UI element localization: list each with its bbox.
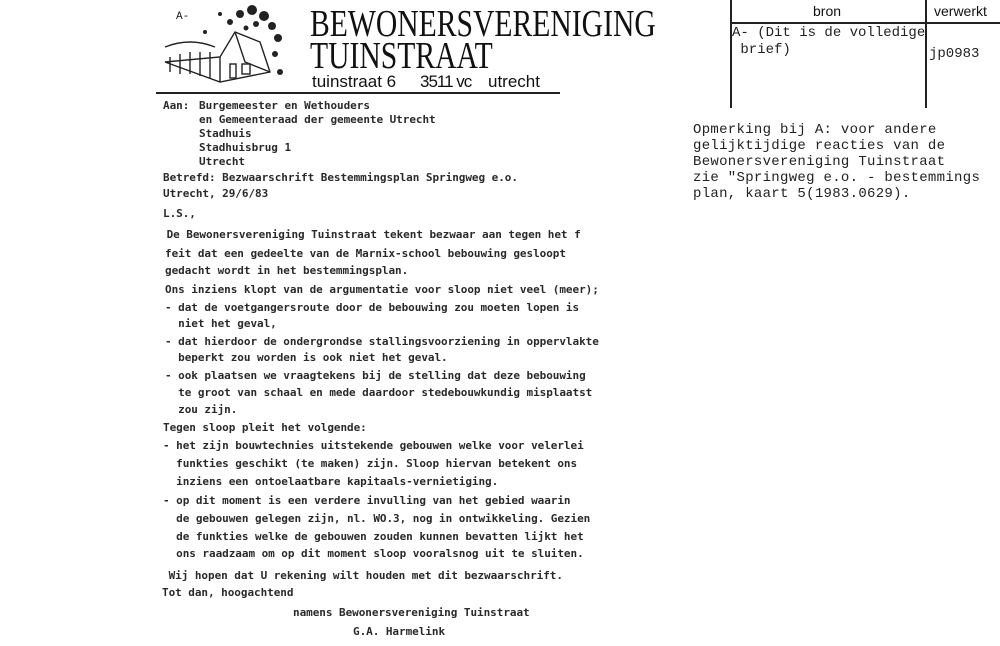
letter-page [150,0,656,646]
body-line: inziens een ontoelaatbare kapitaals-vernietiging. [163,475,499,488]
card-header-rule [730,22,1000,24]
body-line: niet het geval, [165,317,277,330]
processed-cell: jp0983 [929,46,980,62]
body-line: - het zijn bouwtechnies uitstekende gebouwen welke voor velerlei [163,439,584,452]
recipient-line: Stadhuisbrug 1 [199,141,292,154]
signature-on-behalf: namens Bewonersvereniging Tuinstraat [293,606,530,619]
subject-line: Betrefd: Bezwaarschrift Bestemmingsplan Springweg e.o. [163,171,518,184]
body-line: Wij hopen dat U rekening wilt houden met dit bezwaarschrift. [162,569,563,582]
body-line: te groot van schaal en mede daardoor stedebouwkundig misplaatst [165,386,593,399]
body-line: gedacht wordt in het bestemmingsplan. [165,264,409,277]
body-line: Tegen sloop pleit het volgende: [163,421,367,434]
salutation: L.S., [163,207,196,220]
org-street: tuinstraat 6 [312,72,397,91]
remark-line: gelijktijdige reacties van de [693,138,946,154]
letterhead-divider [156,92,560,94]
recipient-line: Burgemeester en Wethouders [199,99,370,112]
org-postcode: 3511 vc [420,72,472,91]
body-line: Tot dan, hoogachtend [162,586,294,599]
recipient-line: Utrecht [199,155,246,168]
column-header-source: bron [813,3,842,19]
org-name-line2: TUINSTRAAT [310,35,493,77]
recipient-line: Stadhuis [199,127,252,140]
letter-date: Utrecht, 29/6/83 [163,187,269,200]
letterhead-marker: A- [176,11,190,23]
signature-name: G.A. Harmelink [353,625,446,638]
body-line: de funkties welke de gebouwen zouden kunnen bevatten lijkt het [163,530,584,543]
body-line: zou zijn. [165,403,238,416]
body-line: De Bewonersvereniging Tuinstraat tekent bezwaar aan tegen het f [160,228,581,241]
source-cell-line: A- (Dit is de volledige [732,25,926,41]
org-name-line1: BEWONERSVERENIGING [310,3,656,45]
body-line: funkties geschikt (te maken) zijn. Sloop hiervan betekent ons [163,457,578,470]
recipient-line: en Gemeenteraad der gemeente Utrecht [199,113,436,126]
source-cell-line: brief) [732,42,791,58]
body-line: Ons inziens klopt van de argumentatie voor sloop niet veel (meer); [165,283,599,296]
column-header-processed: verwerkt [934,3,987,19]
remark-line: zie "Springweg e.o. - bestemmings [693,170,981,186]
recipient-label: Aan: [163,99,190,112]
body-line: feit dat een gedeelte van de Marnix-school bebouwing gesloopt [165,247,566,260]
remark-line: Bewonersvereniging Tuinstraat [693,154,946,170]
body-line: - ook plaatsen we vraagtekens bij de stelling dat deze bebouwing [165,369,586,382]
org-city: utrecht [488,72,540,91]
body-line: ons raadzaam om op dit moment sloop vooralsnog uit te sluiten. [163,547,584,560]
remark-line: plan, kaart 5(1983.0629). [693,186,911,202]
body-line: - dat hierdoor de ondergrondse stallingsvoorziening in oppervlakte [165,335,599,348]
remark-line: Opmerking bij A: voor andere [693,122,937,138]
body-line: - dat de voetgangersroute door de bebouwing zou moeten lopen is [165,301,580,314]
remark-block [693,122,980,202]
body-line: de gebouwen gelegen zijn, nl. WO.3, nog in ontwikkeling. Gezien [163,512,591,525]
card-vline-mid [925,0,927,108]
body-line: - op dit moment is een verdere invulling van het gebied waarin [163,494,571,507]
body-line: beperkt zou worden is ook niet het geval. [165,351,448,364]
